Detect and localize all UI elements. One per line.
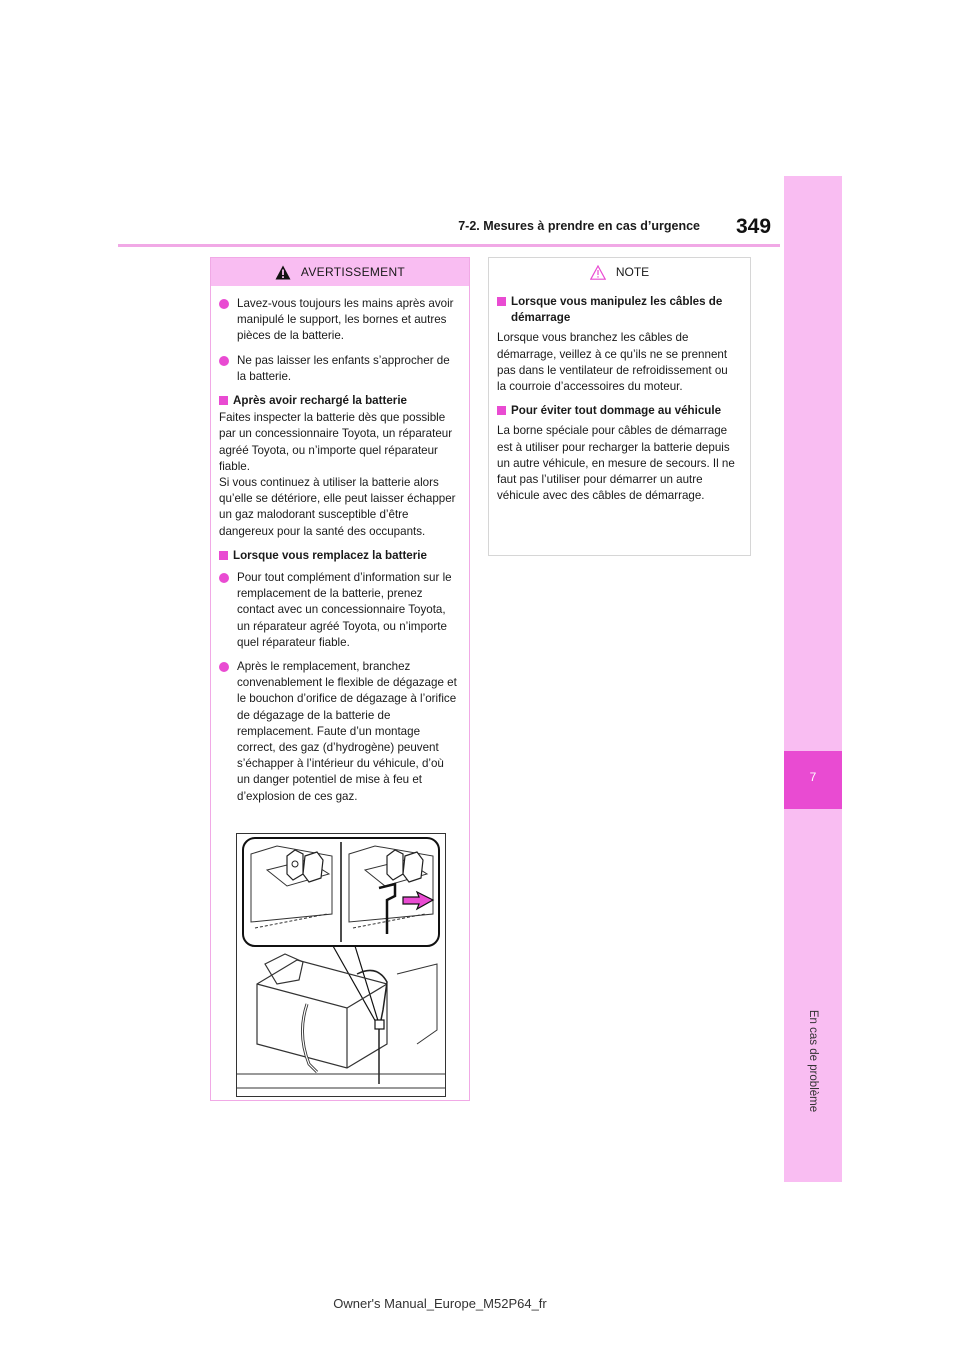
square-bullet-icon	[219, 396, 228, 405]
square-bullet-icon	[497, 297, 506, 306]
bullet-icon	[219, 662, 229, 672]
bullet-icon	[219, 299, 229, 309]
square-bullet-icon	[497, 406, 506, 415]
battery-vent-hose-drawing	[237, 834, 445, 1096]
bullet-icon	[219, 573, 229, 583]
footer-text: Owner's Manual_Europe_M52P64_fr	[333, 1296, 547, 1311]
warning-content	[211, 286, 469, 805]
caution-triangle-icon	[590, 265, 606, 280]
paragraph: Lorsque vous branchez les câbles de démarrage, veillez à ce qu’ils ne se prennent pas dans le ventilateur de refroidissement ou la courroie d’accessoires du moteur.	[497, 331, 728, 394]
section-heading: Lorsque vous remplacez la batterie	[219, 548, 457, 564]
warning-title: AVERTISSEMENT	[300, 265, 406, 279]
chapter-title: En cas de problème	[807, 1009, 819, 1113]
section-heading: Pour éviter tout dommage au véhicule	[497, 403, 738, 419]
paragraph: La borne spéciale pour câbles de démarrage est à utiliser pour recharger la batterie depuis un autre véhicule, en mesure de secours. Il ne faut pas l’utiliser pour démarrer un autre véhicule avec des câbles de démarrage.	[497, 424, 735, 503]
bullet-icon	[219, 356, 229, 366]
warning-header	[211, 258, 469, 286]
section-heading: Après avoir rechargé la batterie	[219, 393, 457, 409]
header-rule	[118, 244, 780, 247]
chapter-side-tab	[784, 176, 842, 1182]
note-box	[488, 257, 751, 556]
warning-box	[210, 257, 470, 1101]
square-bullet-icon	[219, 551, 228, 560]
chapter-title-wrap	[802, 996, 824, 1126]
note-content	[489, 286, 750, 504]
battery-illustration	[236, 833, 446, 1097]
note-header	[489, 258, 750, 286]
chapter-number: 7	[809, 770, 817, 784]
section-heading: Lorsque vous manipulez les câbles de démarrage	[497, 294, 738, 326]
list-item: Lavez-vous toujours les mains après avoir manipulé le support, les bornes et autres pièces de la batterie.	[219, 296, 457, 345]
note-title: NOTE	[615, 265, 650, 279]
list-item: Après le remplacement, branchez convenablement le flexible de dégazage et le bouchon d’orifice de dégazage à l’orifice de dégazage de la batterie de remplacement. Faute d’un montage correct, des gaz (d’hydrogène) peuvent s’échapper à l’intérieur du véhicule, d’où un danger potentiel de mise à feu et d’explosion de ces gaz.	[219, 659, 457, 805]
section-title: 7-2. Mesures à prendre en cas d’urgence	[458, 219, 700, 233]
warning-triangle-icon	[275, 265, 291, 280]
paragraph: Si vous continuez à utiliser la batterie alors qu’elle se détériore, elle peut laisser échapper un gaz malodorant susceptible d’être dangereux pour la santé des occupants.	[219, 476, 456, 538]
list-item: Ne pas laisser les enfants s’approcher de la batterie.	[219, 353, 457, 385]
page-number: 349	[736, 215, 772, 238]
list-item: Pour tout complément d’information sur le remplacement de la batterie, prenez contact avec un concessionnaire Toyota, un réparateur agréé Toyota, ou n’importe quel réparateur fiable.	[219, 570, 457, 651]
paragraph: Faites inspecter la batterie dès que possible par un concessionnaire Toyota, un réparateur agréé Toyota, ou n’importe quel réparateur fiable.	[219, 411, 453, 473]
